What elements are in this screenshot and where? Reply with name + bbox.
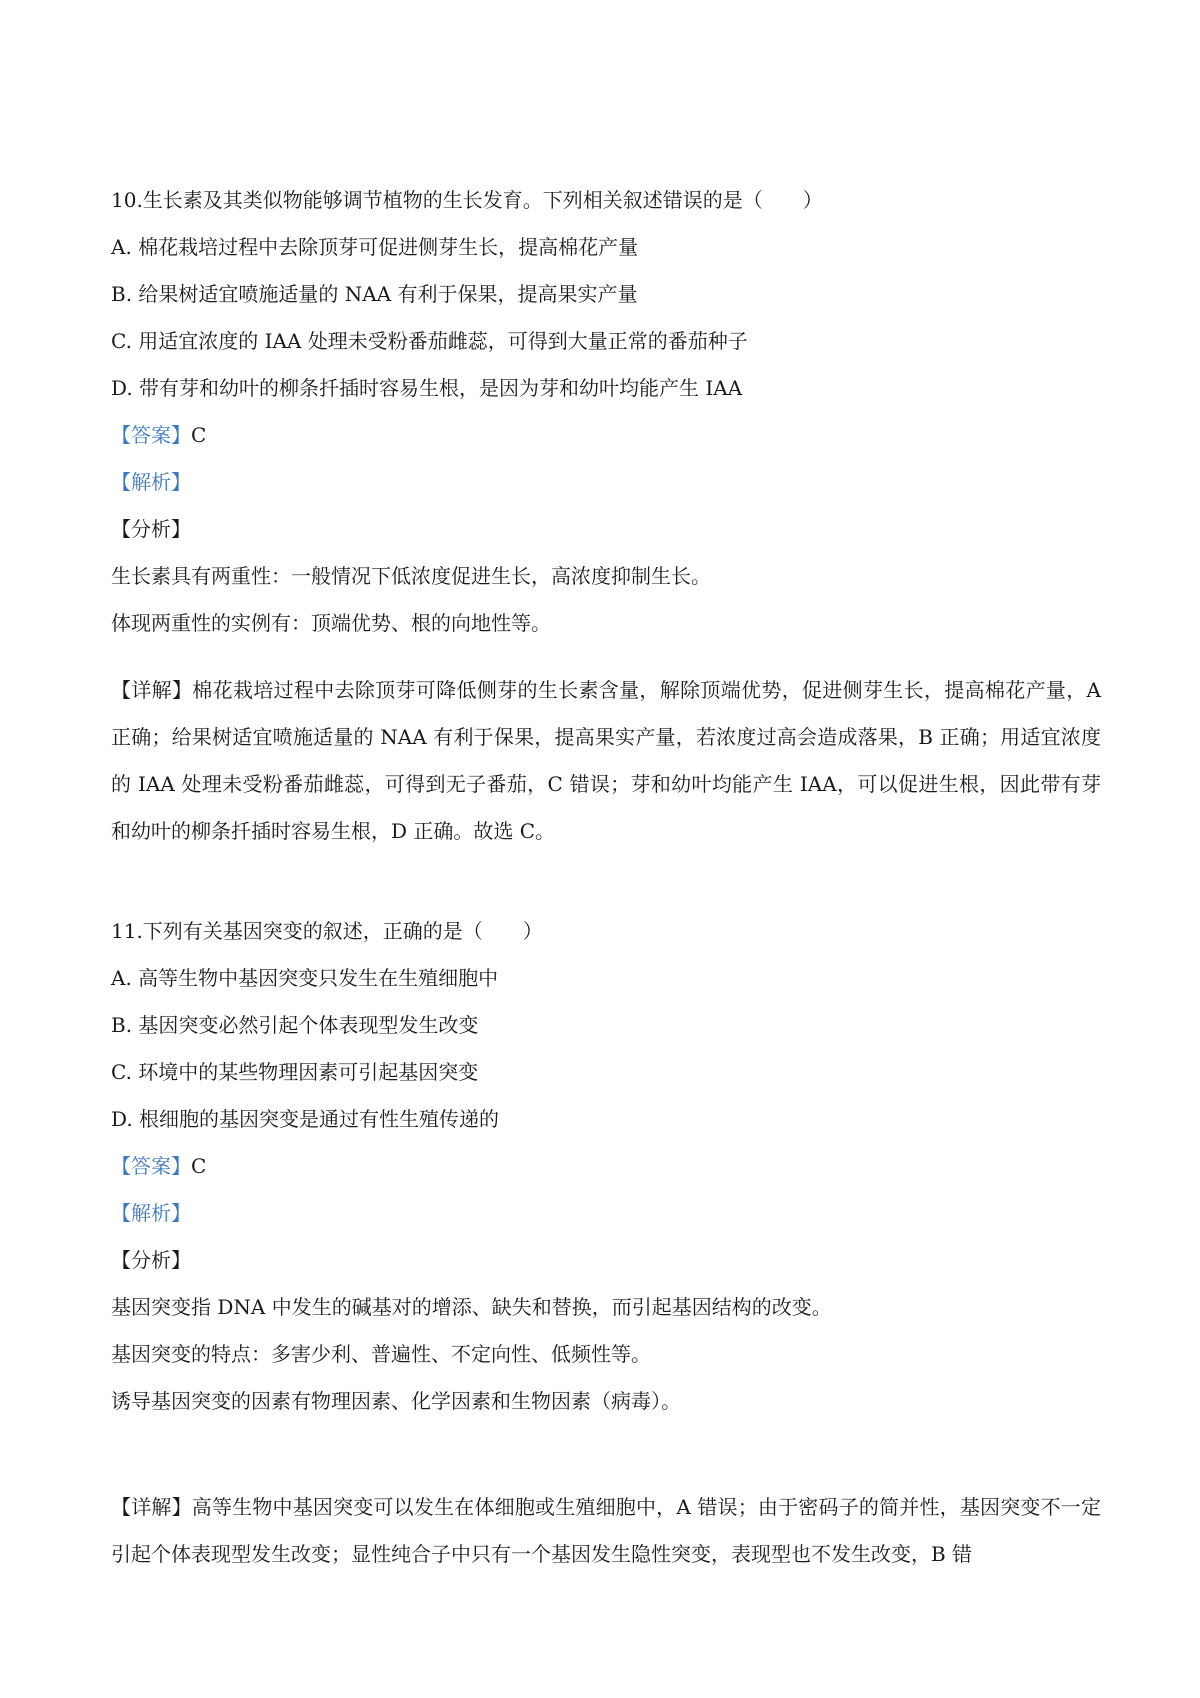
q10-option-c: C. 用适宜浓度的 IAA 处理未受粉番茄雌蕊，可得到大量正常的番茄种子 bbox=[111, 329, 748, 353]
q11-fenxi-line-1: 基因突变指 DNA 中发生的碱基对的增添、缺失和替换，而引起基因结构的改变。 bbox=[111, 1295, 832, 1319]
q11-fenxi-tag: 【分析】 bbox=[111, 1248, 191, 1272]
q10-answer-tag: 【答案】 bbox=[111, 423, 191, 447]
q11-detail bbox=[111, 1484, 1101, 1578]
q10-fenxi-tag: 【分析】 bbox=[111, 517, 191, 541]
q11-analysis-tag: 【解析】 bbox=[111, 1201, 191, 1225]
q11-option-a: A. 高等生物中基因突变只发生在生殖细胞中 bbox=[111, 966, 499, 990]
q11-detail-tag: 【详解】 bbox=[111, 1495, 192, 1519]
q11-answer bbox=[111, 1153, 206, 1179]
q11-option-b: B. 基因突变必然引起个体表现型发生改变 bbox=[111, 1013, 479, 1037]
q11-option-d: D. 根细胞的基因突变是通过有性生殖传递的 bbox=[111, 1107, 500, 1131]
q10-detail-tag: 【详解】 bbox=[111, 678, 193, 702]
q11-option-c: C. 环境中的某些物理因素可引起基因突变 bbox=[111, 1060, 479, 1084]
q10-detail bbox=[111, 667, 1101, 855]
q11-answer-tag: 【答案】 bbox=[111, 1154, 191, 1178]
q10-fenxi-line-1: 生长素具有两重性：一般情况下低浓度促进生长，高浓度抑制生长。 bbox=[111, 564, 711, 588]
q10-option-b: B. 给果树适宜喷施适量的 NAA 有利于保果，提高果实产量 bbox=[111, 282, 638, 306]
q11-fenxi-line-2: 基因突变的特点：多害少利、普遍性、不定向性、低频性等。 bbox=[111, 1342, 651, 1366]
q10-detail-text: 棉花栽培过程中去除顶芽可降低侧芽的生长素含量，解除顶端优势，促进侧芽生长，提高棉花产量，A 正确；给果树适宜喷施适量的 NAA 有利于保果，提高果实产量，若浓度过高会造成落果，B 正确；用适宜浓度的 IAA 处理未受粉番茄雌蕊，可得到无子番茄，C 错误；芽和幼叶均能产生 IAA，可以促进生根，因此带有芽和幼叶的柳条扦插时容易生根，D 正确。故选 C。 bbox=[111, 678, 1101, 843]
q10-option-d: D. 带有芽和幼叶的柳条扦插时容易生根，是因为芽和幼叶均能产生 IAA bbox=[111, 376, 743, 400]
q11-detail-text: 高等生物中基因突变可以发生在体细胞或生殖细胞中，A 错误；由于密码子的简并性，基因突变不一定引起个体表现型发生改变；显性纯合子中只有一个基因发生隐性突变，表现型也不发生改变，B 错 bbox=[111, 1495, 1101, 1566]
q10-answer-value: C bbox=[191, 423, 207, 447]
q10-fenxi-line-2: 体现两重性的实例有：顶端优势、根的向地性等。 bbox=[111, 611, 551, 635]
q10-option-a: A. 棉花栽培过程中去除顶芽可促进侧芽生长，提高棉花产量 bbox=[111, 235, 639, 259]
q10-stem: 10.生长素及其类似物能够调节植物的生长发育。下列相关叙述错误的是（ ） bbox=[111, 188, 823, 212]
q11-stem: 11.下列有关基因突变的叙述，正确的是（ ） bbox=[111, 919, 543, 943]
q10-answer bbox=[111, 422, 206, 448]
q11-fenxi-line-3: 诱导基因突变的因素有物理因素、化学因素和生物因素（病毒）。 bbox=[111, 1389, 681, 1413]
q10-analysis-tag: 【解析】 bbox=[111, 470, 191, 494]
q11-answer-value: C bbox=[191, 1154, 207, 1178]
